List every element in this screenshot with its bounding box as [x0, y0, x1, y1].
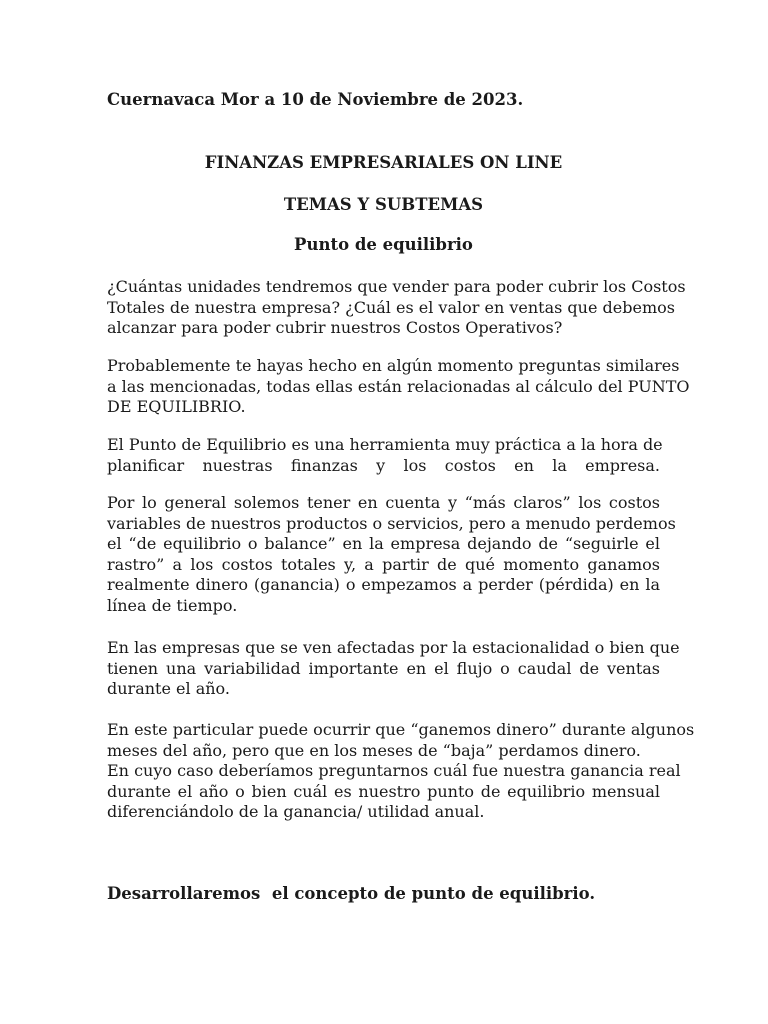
paragraph-line: Probablemente te hayas hecho en algún momento preguntas similares	[107, 356, 680, 375]
paragraph-line: diferenciándolo de la ganancia/ utilidad anual.	[107, 802, 485, 821]
paragraph-line: alcanzar para poder cubrir nuestros Costos Operativos?	[107, 318, 563, 337]
paragraph-seasonality	[107, 638, 680, 700]
paragraph-line: durante el año.	[107, 679, 230, 698]
closing-statement: Desarrollaremos el concepto de punto de equilibrio.	[107, 884, 596, 903]
paragraph-line: a las mencionadas, todas ellas están relacionadas al cálculo del PUNTO	[107, 376, 690, 396]
course-title: FINANZAS EMPRESARIALES ON LINE	[204, 153, 563, 172]
paragraph-line: tienen una variabilidad importante en el flujo o caudal de ventas	[107, 658, 660, 678]
topic-title: Punto de equilibrio	[294, 235, 473, 254]
paragraph-line: Totales de nuestra empresa? ¿Cuál es el valor en ventas que debemos	[107, 297, 675, 317]
paragraph-line: variables de nuestros productos o servicios, pero a menudo perdemos	[107, 513, 676, 533]
paragraph-line: línea de tiempo.	[107, 595, 238, 615]
paragraph-line: el “de equilibrio o balance” en la empresa dejando de “seguirle el	[107, 534, 660, 553]
paragraph-costs	[107, 493, 676, 616]
paragraph-line: En este particular puede ocurrir que “ganemos dinero” durante algunos	[107, 720, 695, 739]
paragraph-particular	[107, 720, 695, 823]
paragraph-intro	[107, 356, 690, 418]
paragraph-questions	[107, 277, 686, 339]
paragraph-line: durante el año o bien cuál es nuestro punto de equilibrio mensual	[107, 781, 660, 801]
paragraph-line: meses del año, pero que en los meses de “baja” perdamos dinero.	[107, 740, 641, 760]
paragraph-line: En las empresas que se ven afectadas por la estacionalidad o bien que	[107, 638, 680, 657]
date-line: Cuernavaca Mor a 10 de Noviembre de 2023.	[107, 90, 524, 109]
paragraph-line: El Punto de Equilibrio es una herramienta muy práctica a la hora de	[107, 435, 663, 454]
paragraph-line: Por lo general solemos tener en cuenta y “más claros” los costos	[107, 493, 660, 512]
paragraph-definition	[107, 435, 663, 476]
paragraph-line: rastro” a los costos totales y, a partir de qué momento ganamos	[107, 554, 660, 574]
paragraph-line: DE EQUILIBRIO.	[107, 397, 246, 416]
paragraph-line: planificar nuestras finanzas y los costos en la empresa.	[107, 455, 660, 475]
paragraph-line: realmente dinero (ganancia) o empezamos a perder (pérdida) en la	[107, 575, 660, 594]
section-title: TEMAS Y SUBTEMAS	[283, 195, 484, 214]
paragraph-line: ¿Cuántas unidades tendremos que vender para poder cubrir los Costos	[107, 277, 686, 296]
paragraph-line: En cuyo caso deberíamos preguntarnos cuál fue nuestra ganancia real	[107, 761, 681, 780]
